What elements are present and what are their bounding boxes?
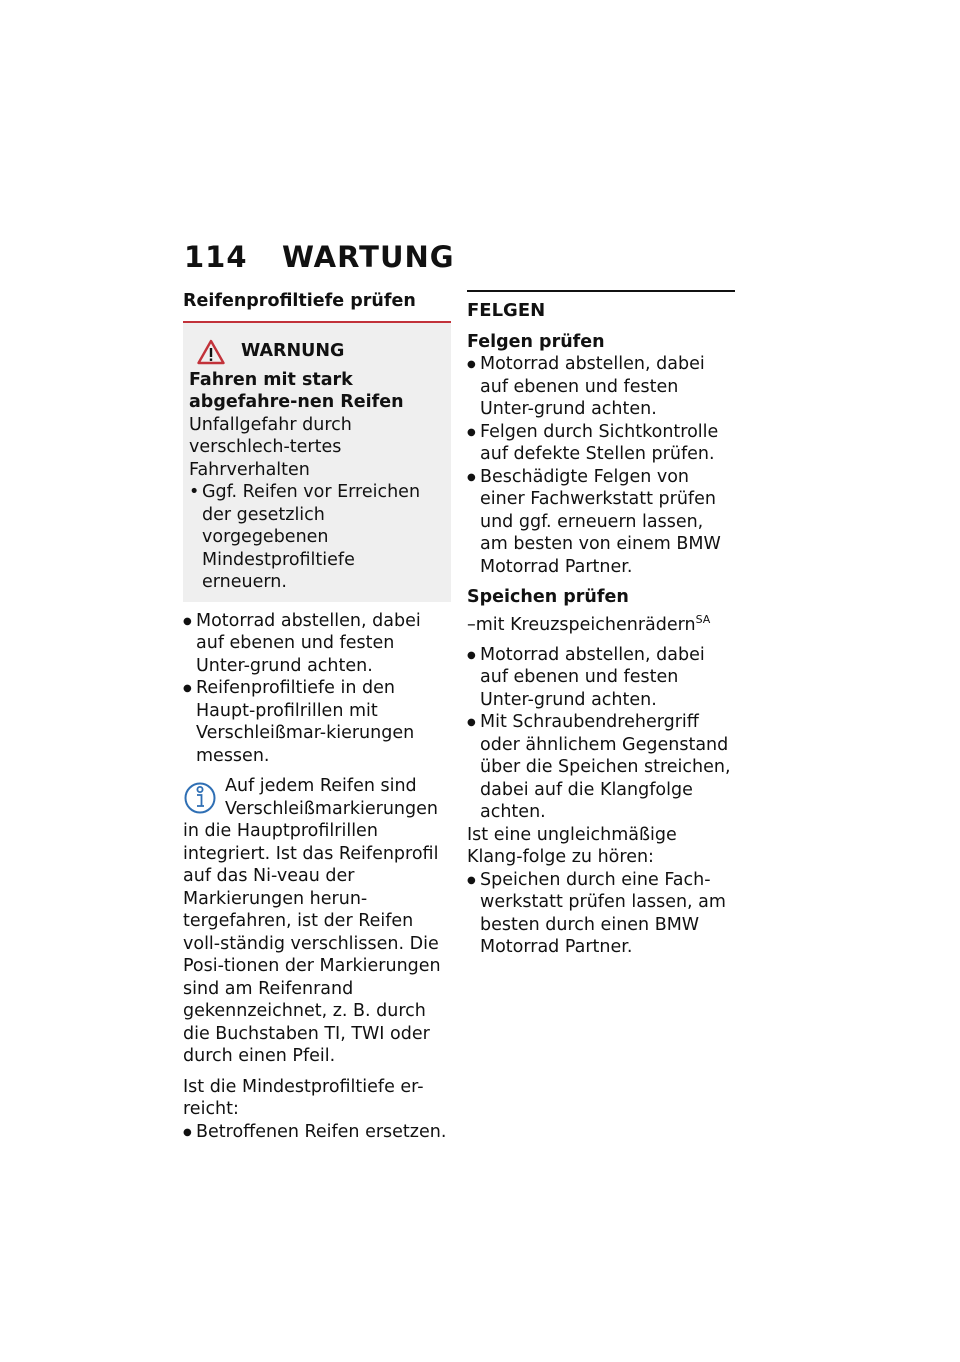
list-item: ● Mit Schraubendrehergriff oder ähnlichem Gegenstand über die Speichen streichen, dabei auf die Klangfolge achten. xyxy=(467,711,735,824)
list-item: ● Motorrad abstellen, dabei auf ebenen und festen Unter-grund achten. xyxy=(183,610,451,678)
spokes-subtitle-text: –mit Kreuzspeichenrädern xyxy=(467,614,696,635)
spokes-steps xyxy=(467,644,735,824)
section-title: FELGEN xyxy=(467,290,735,323)
list-item: ● Reifenprofiltiefe in den Haupt-profilrillen mit Verschleißmar-kierungen messen. xyxy=(183,677,451,767)
page-header xyxy=(184,240,744,280)
tread-depth-heading: Reifenprofiltiefe prüfen xyxy=(183,291,416,311)
chapter-title: WARTUNG xyxy=(282,240,455,274)
list-item: ● Felgen durch Sichtkontrolle auf defekte Stellen prüfen. xyxy=(467,421,735,466)
rims-heading: Felgen prüfen xyxy=(467,331,605,352)
left-column xyxy=(183,290,451,1143)
warning-text: Unfallgefahr durch verschlech-tertes Fahrverhalten xyxy=(189,414,352,480)
warning-triangle-icon xyxy=(197,339,225,365)
warning-label: WARNUNG xyxy=(241,341,345,362)
optional-equipment-marker: SA xyxy=(695,612,711,626)
list-item: ● Motorrad abstellen, dabei auf ebenen und festen Unter-grund achten. xyxy=(467,353,735,421)
spokes-subtitle xyxy=(467,609,735,636)
list-item: • Ggf. Reifen vor Erreichen der gesetzlich vorgegebenen Mindestprofiltiefe erneuern. xyxy=(189,481,445,594)
condition-text: Ist die Mindestprofiltiefe er-reicht: xyxy=(183,1076,424,1119)
warning-bullets xyxy=(189,481,445,594)
list-item: ● Betroffenen Reifen ersetzen. xyxy=(183,1121,451,1144)
warning-box xyxy=(183,321,451,602)
warning-header xyxy=(189,335,445,369)
spokes-condition: Ist eine ungleichmäßige Klang-folge zu hören: xyxy=(467,824,677,868)
list-item: ● Motorrad abstellen, dabei auf ebenen und festen Unter-grund achten. xyxy=(467,644,735,712)
info-icon xyxy=(183,779,217,817)
info-text: Auf jedem Reifen sind Verschleißmarkierungen in die Hauptprofilrillen integriert. Ist das Reifenprofil auf das Ni-veau der Markierungen herun-tergefahren, ist der Reifen voll-ständig verschlissen. Die Posi-tionen der Markierungen sind am Reifenrand gekennzeichnet, z. B. durch die Buchstaben TI, TWI oder durch einen Pfeil. xyxy=(183,776,441,1066)
spokes-final-steps xyxy=(467,869,735,959)
list-item: ● Beschädigte Felgen von einer Fachwerkstatt prüfen und ggf. erneuern lassen, am besten von einem BMW Motorrad Partner. xyxy=(467,466,735,579)
page-number: 114 xyxy=(184,240,248,274)
info-note xyxy=(183,775,451,1068)
list-item: ● Speichen durch eine Fach-werkstatt prüfen lassen, am besten durch einen BMW Motorrad Partner. xyxy=(467,869,735,959)
spokes-heading: Speichen prüfen xyxy=(467,587,629,607)
final-steps xyxy=(183,1121,451,1144)
warning-title: Fahren mit stark abgefahre-nen Reifen xyxy=(189,369,404,412)
right-column xyxy=(467,290,735,959)
tread-steps xyxy=(183,610,451,768)
rims-steps xyxy=(467,353,735,578)
